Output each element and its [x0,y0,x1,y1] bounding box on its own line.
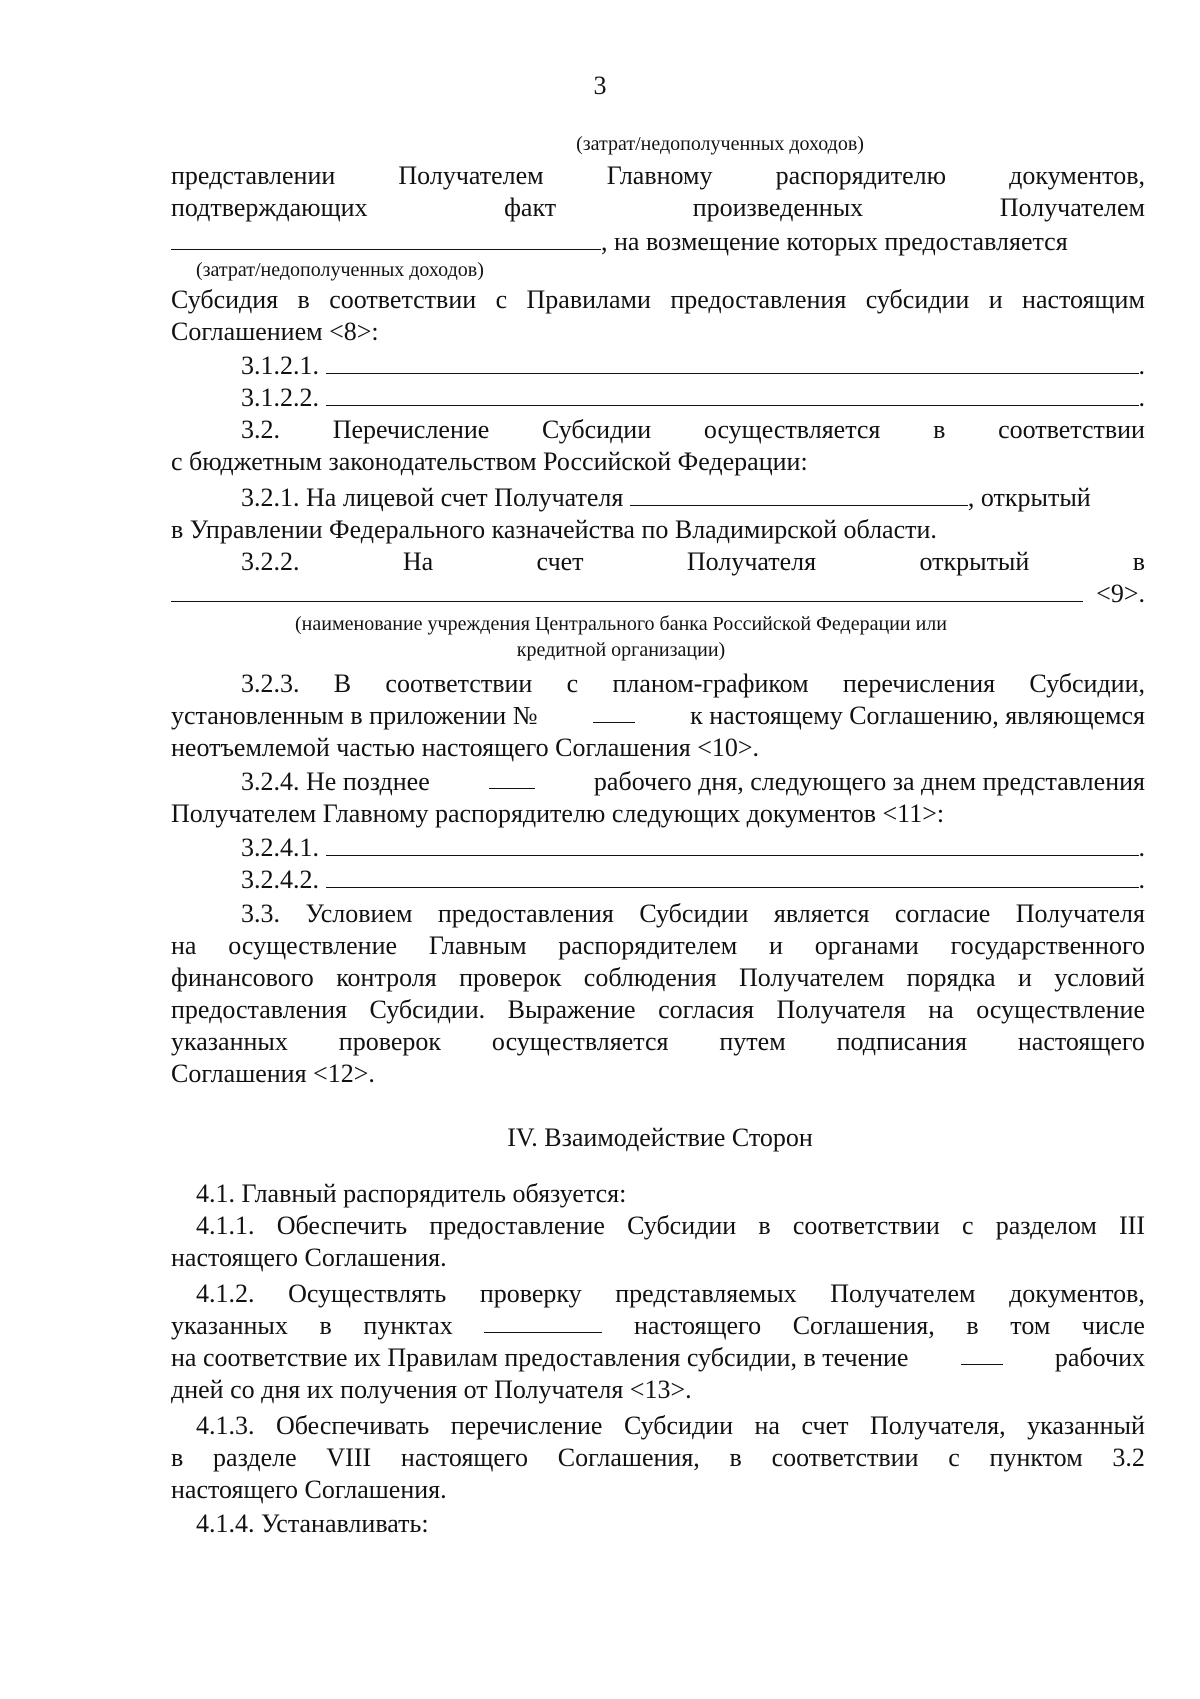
para-line: Соглашения <12>. [171,1059,375,1088]
para-line: настоящего Соглашения. [171,1243,447,1272]
para-line: 3.2.4. Не позднее рабочего дня, следующего за днем представления [241,767,1145,796]
item-3-2-4-2: 3.2.4.2. . [241,865,1145,894]
para-line: подтверждающих факт произведенных Получателем [171,193,1145,222]
para-line: с бюджетным законодательством Российской Федерации: [171,447,808,476]
fill-blank[interactable] [326,833,1139,856]
para-line: представлении Получателем Главному распорядителю документов, [171,161,1145,190]
section-title: IV. Взаимодействие Сторон [507,1123,813,1152]
para-line: указанных в пунктах настоящего Соглашения, в том числе [171,1311,1145,1340]
para-line: 4.1.1. Обеспечить предоставление Субсидии в соответствии с разделом III [196,1211,1145,1240]
para-line: предоставления Субсидии. Выражение согласия Получателя на осуществление [171,995,1145,1024]
para-line: 3.3. Условием предоставления Субсидии является согласие Получателя [241,899,1145,928]
para-line: 3.2.3. В соответствии с планом-графиком перечисления Субсидии, [241,669,1145,698]
item-3-2-4-1: 3.2.4.1. . [241,833,1145,862]
para-line: <9>. [171,578,1145,610]
para-line: Субсидия в соответствии с Правилами предоставления субсидии и настоящим [171,285,1145,314]
hint-bank-1: (наименование учреждения Центрального банка Российской Федерации или [295,613,947,635]
fill-blank[interactable] [484,1310,602,1333]
para-line: 3.2. Перечисление Субсидии осуществляется в соответствии [241,415,1145,444]
para-line: 4.1.4. Устанавливать: [196,1509,429,1538]
para-line: 3.2.2. На счет Получателя открытый в [241,547,1145,576]
fill-blank[interactable] [961,1342,1003,1365]
para-line: дней со дня их получения от Получателя <13>. [171,1375,692,1404]
fill-blank[interactable] [593,700,635,723]
page-number: 3 [593,71,607,100]
para-line: на соответствие их Правилам предоставления субсидии, в течение рабочих [171,1343,1145,1372]
para-line: настоящего Соглашения. [171,1475,447,1504]
para-line: указанных проверок осуществляется путем подписания настоящего [171,1027,1145,1056]
fill-blank[interactable] [171,227,601,250]
para-line: 3.2.1. На лицевой счет Получателя , открытый [241,483,1091,512]
para-line: 4.1. Главный распорядитель обязуется: [196,1179,627,1208]
para-line: финансового контроля проверок соблюдения Получателем порядка и условий [171,963,1145,992]
para-line: Соглашением <8>: [171,317,379,346]
para-line: в разделе VIII настоящего Соглашения, в соответствии с пунктом 3.2 [171,1443,1145,1472]
fill-blank[interactable] [326,351,1139,374]
hint-bank-2: кредитной организации) [516,639,726,661]
hint-costs-1: (затрат/недополученных доходов) [576,133,864,155]
para-line: , на возмещение которых предоставляется [171,226,1145,258]
para-line: в Управлении Федерального казначейства по Владимирской области. [171,515,937,544]
para-line: 4.1.3. Обеспечивать перечисление Субсидии на счет Получателя, указанный [196,1411,1145,1440]
hint-costs-2: (затрат/недополученных доходов) [196,259,484,281]
item-3-1-2-2: 3.1.2.2. . [241,383,1145,412]
para-line: 4.1.2. Осуществлять проверку представляемых Получателем документов, [196,1279,1145,1308]
item-3-1-2-1: 3.1.2.1. . [241,351,1145,380]
fill-blank[interactable] [171,579,1083,602]
fill-blank[interactable] [489,766,535,789]
para-line: Получателем Главному распорядителю следующих документов <11>: [171,799,945,828]
para-line: неотъемлемой частью настоящего Соглашения <10>. [171,733,760,762]
para-line: установленным в приложении № к настоящему Соглашению, являющемся [171,701,1145,730]
fill-blank[interactable] [326,383,1139,406]
fill-blank[interactable] [326,865,1139,888]
fill-blank[interactable] [630,483,968,506]
para-line: на осуществление Главным распорядителем и органами государственного [171,931,1145,960]
